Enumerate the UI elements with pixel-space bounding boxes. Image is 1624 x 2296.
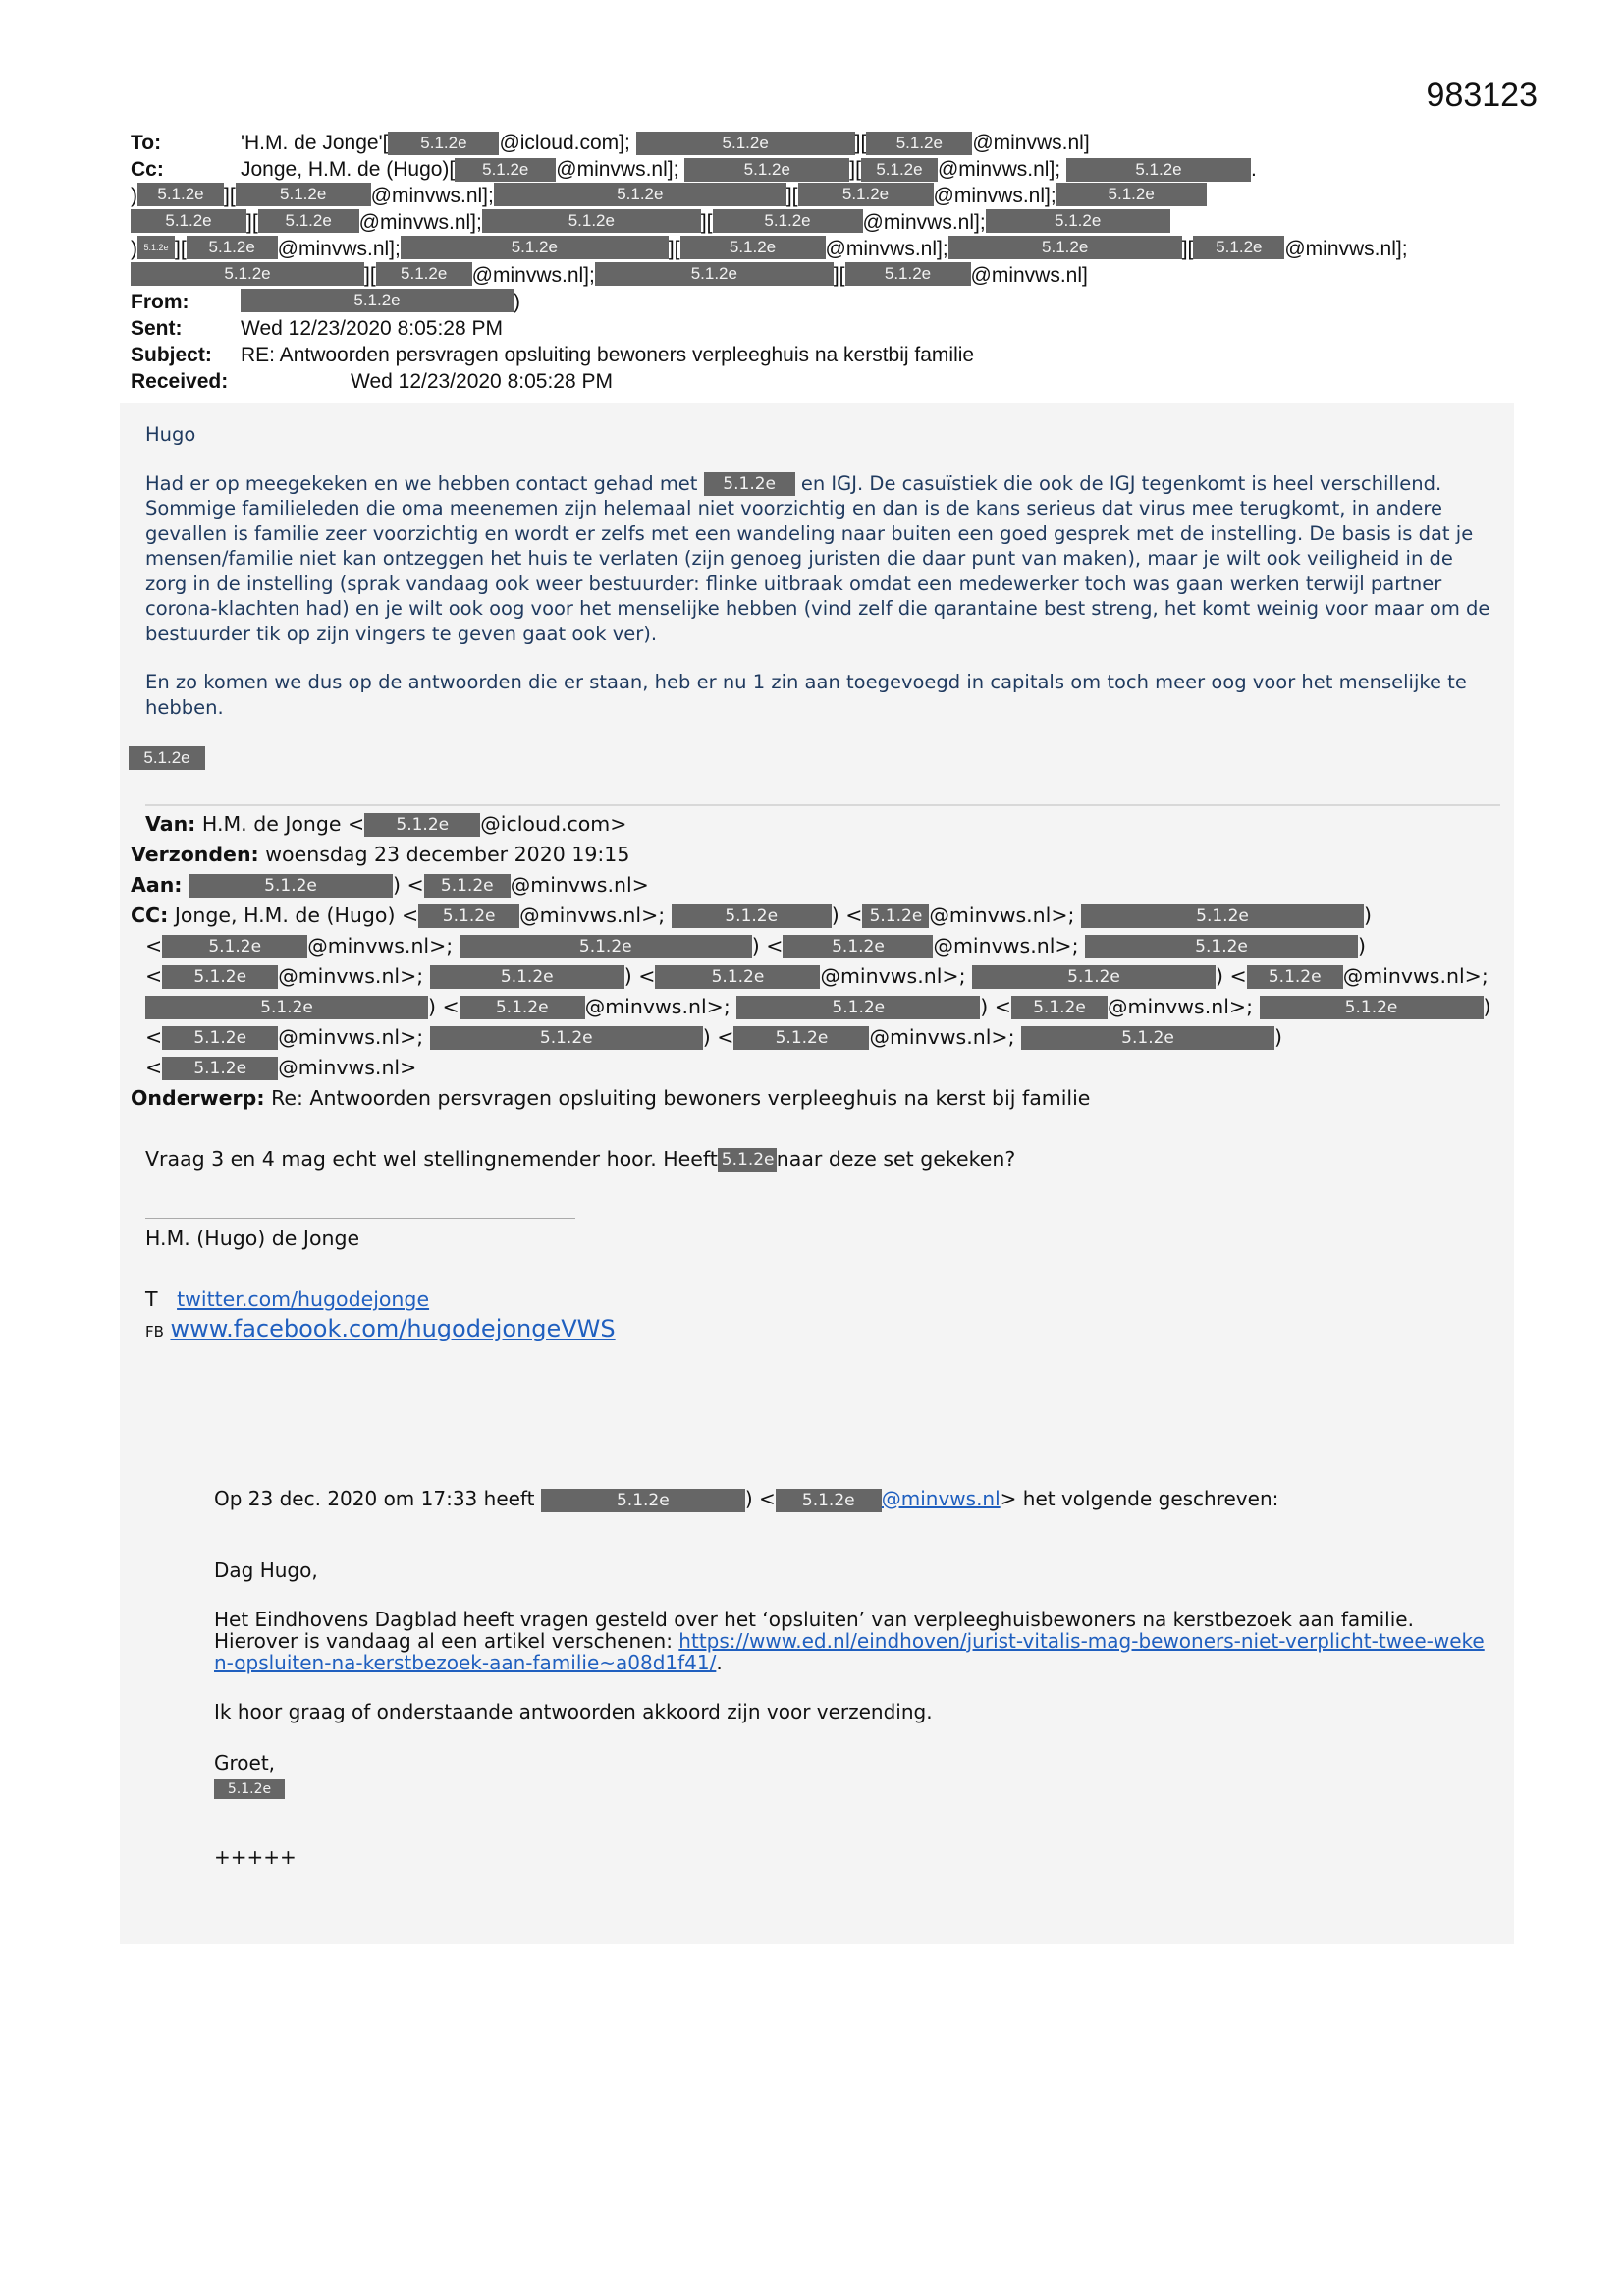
onderwerp-row: Onderwerp: Re: Antwoorden persvragen opsluiting bewoners verpleeghuis na kerst bij familie	[131, 1086, 1091, 1110]
redaction: 5.1.2e	[189, 874, 393, 898]
from-label: From:	[131, 291, 189, 313]
cc-row-5: 5.1.2e ][ 5.1.2e @minvws.nl]; 5.1.2e ][ 5.1.2e @minvws.nl]	[131, 262, 1505, 289]
subject-row	[131, 342, 1505, 368]
redaction: 5.1.2e	[1085, 935, 1358, 958]
received-row	[131, 368, 1505, 395]
redaction: 5.1.2e	[131, 262, 364, 286]
question-line: Vraag 3 en 4 mag echt wel stellingnemender hoor. Heeft 5.1.2e naar deze set gekeken?	[145, 1147, 1016, 1171]
redaction: 5.1.2e	[460, 996, 585, 1019]
redaction: 5.1.2e	[162, 935, 307, 958]
redaction: 5.1.2e	[972, 965, 1216, 989]
redaction: 5.1.2e	[866, 132, 972, 155]
redaction: 5.1.2e	[704, 472, 795, 496]
redaction: 5.1.2e	[376, 262, 472, 286]
cc-row-2: < 5.1.2e @minvws.nl>; 5.1.2e ) < 5.1.2e @minvws.nl>; 5.1.2e )	[145, 934, 1367, 957]
redaction: 5.1.2e	[655, 965, 820, 989]
signature-name: H.M. (Hugo) de Jonge	[145, 1227, 360, 1250]
redaction: 5.1.2e	[845, 262, 971, 286]
redaction: 5.1.2e	[862, 904, 929, 928]
reply-greeting: Hugo	[145, 423, 196, 446]
cc-label: Cc:	[131, 158, 164, 181]
redaction: 5.1.2e	[482, 209, 701, 233]
redaction: 5.1.2e	[1247, 965, 1343, 989]
from-row: From: 5.1.2e )	[131, 291, 520, 313]
redaction: 5.1.2e	[861, 158, 938, 182]
redaction: 5.1.2e	[783, 935, 933, 958]
cc-row-5: < 5.1.2e @minvws.nl>; 5.1.2e ) < 5.1.2e @minvws.nl>; 5.1.2e )	[145, 1025, 1283, 1049]
redaction: 5.1.2e	[1021, 1026, 1274, 1050]
forwarded-header	[131, 809, 1505, 1114]
redaction: 5.1.2e	[145, 996, 428, 1019]
aan-row: Aan: 5.1.2e ) < 5.1.2e @minvws.nl>	[131, 873, 649, 897]
cc-recipients: Jonge, H.M. de (Hugo)[ 5.1.2e @minvws.nl]; 5.1.2e ][ 5.1.2e @minvws.nl]; 5.1.2e .	[241, 158, 1257, 181]
to-label: To:	[131, 132, 162, 154]
redaction: 5.1.2e	[1260, 996, 1484, 1019]
redaction: 5.1.2e	[1011, 996, 1108, 1019]
twitter-row: T twitter.com/hugodejonge	[145, 1287, 430, 1311]
sent-label: Sent:	[131, 317, 183, 340]
redaction: 5.1.2e	[236, 183, 371, 206]
redaction: 5.1.2e	[460, 935, 752, 958]
cc-row	[131, 156, 1505, 183]
redaction: 5.1.2e	[455, 158, 556, 182]
email-header	[131, 130, 1505, 395]
redaction: 5.1.2e	[214, 1779, 285, 1799]
redaction: 5.1.2e	[636, 132, 855, 155]
redaction: 5.1.2e	[162, 965, 278, 989]
redaction: 5.1.2e	[162, 1057, 278, 1080]
quoted-plus: +++++	[214, 1844, 297, 1869]
intro-mail-link[interactable]: @minvws.nl	[881, 1487, 1001, 1510]
redaction: 5.1.2e	[401, 236, 669, 259]
redaction: 5.1.2e	[672, 904, 832, 928]
redaction: 5.1.2e	[137, 236, 175, 259]
facebook-row: FB www.facebook.com/hugodejongeVWS	[145, 1315, 616, 1342]
quoted-paragraph-1: Het Eindhovens Dagblad heeft vragen gesteld over het ‘opsluiten’ van verpleeghuisbewoners na kerstbezoek aan familie. Hierover is vandaag al een artikel verschenen: https://www.ed.nl/eindhoven/jurist-vitalis-mag-bewoners-niet-verplicht-twee-weken-opsluiten-na-kerstbezoek-aan-familie~a08d1f41/.	[214, 1607, 1485, 1674]
redaction: 5.1.2e	[162, 1026, 278, 1050]
redaction: 5.1.2e	[430, 1026, 703, 1050]
quoted-message	[214, 1486, 1490, 1895]
redaction-signature: 5.1.2e	[129, 746, 205, 770]
redaction: 5.1.2e	[541, 1489, 745, 1512]
article-link[interactable]: https://www.ed.nl/eindhoven/jurist-vitalis-mag-bewoners-niet-verplicht-twee-weken-opsluiten-na-kerstbezoek-aan-familie~a08d1f41/	[214, 1628, 1485, 1674]
cc-row-3: 5.1.2e ][ 5.1.2e @minvws.nl]; 5.1.2e ][ 5.1.2e @minvws.nl]; 5.1.2e	[131, 209, 1505, 236]
redaction: 5.1.2e	[364, 813, 480, 837]
document-number: 983123	[1426, 77, 1538, 114]
redaction: 5.1.2e	[1056, 183, 1207, 206]
redaction: 5.1.2e	[595, 262, 834, 286]
cc-row-6: < 5.1.2e @minvws.nl>	[145, 1056, 417, 1079]
redaction: 5.1.2e	[736, 996, 980, 1019]
signature-rule	[145, 1218, 575, 1219]
quoted-paragraph-2: Ik hoor graag of onderstaande antwoorden akkoord zijn voor verzending.	[214, 1699, 933, 1723]
redaction: 5.1.2e	[137, 183, 224, 206]
reply-paragraph-1: Had er op meegekeken en we hebben contact gehad met 5.1.2e en IGJ. De casuïstiek die ook de IGJ tegenkomt is heel verschillend. Sommige familieleden die oma meenemen zijn helemaal niet voorzichtig en dan is de kans serieus dat virus mee terugkomt, in andere gevallen is familie zeer voorzichtig en wordt er zelfs met een wandeling naar buiten een goed gesprek met de instelling. De basis is dat je mensen/familie niet kan ontzeggen het huis te verlaten (zijn genoeg juristen die daar punt van maken), maar je wilt ook veiligheid in de zorg in de instelling (sprak vandaag ook weer bestuurder: flinke uitbraak omdat een medewerker toch was gaan werken terwijl partner corona-klachten had) en je wilt ook oog voor het menselijke hebben (vind zelf die qarantaine best streng, het komt weinig voor maar om de bestuurder tik op zijn vingers te geven gaat ook ver).	[145, 471, 1490, 645]
redaction: 5.1.2e	[131, 209, 246, 233]
to-recipients: 'H.M. de Jonge'[ 5.1.2e @icloud.com]; 5.1.2e ][ 5.1.2e @minvws.nl]	[241, 132, 1090, 154]
redaction: 5.1.2e	[241, 289, 514, 312]
redaction: 5.1.2e	[798, 183, 934, 206]
subject-label: Subject:	[131, 344, 212, 366]
sent-row	[131, 315, 1505, 342]
redaction: 5.1.2e	[388, 132, 499, 155]
to-row	[131, 130, 1505, 156]
redaction: 5.1.2e	[986, 209, 1170, 233]
redaction: 5.1.2e	[258, 209, 359, 233]
received-label: Received:	[131, 370, 229, 393]
cc-row-4: 5.1.2e ) < 5.1.2e @minvws.nl>; 5.1.2e ) < 5.1.2e @minvws.nl>; 5.1.2e )	[131, 992, 1505, 1022]
received-value: Wed 12/23/2020 8:05:28 PM	[351, 370, 613, 393]
facebook-link[interactable]: www.facebook.com/hugodejongeVWS	[170, 1315, 616, 1342]
redaction: 5.1.2e	[733, 1026, 869, 1050]
van-row: Van: H.M. de Jonge < 5.1.2e @icloud.com>	[145, 812, 627, 836]
subject-value: RE: Antwoorden persvragen opsluiting bewoners verpleeghuis na kerstbij familie	[241, 344, 975, 366]
twitter-link[interactable]: twitter.com/hugodejonge	[177, 1287, 430, 1311]
redaction: 5.1.2e	[684, 158, 849, 182]
hugo-message	[145, 1145, 1500, 1345]
reply-paragraph-2: En zo komen we dus op de antwoorden die er staan, heb er nu 1 zin aan toegevoegd in capitals om toch meer oog voor het menselijke te hebben.	[145, 671, 1467, 719]
redaction: 5.1.2e	[1081, 904, 1364, 928]
redaction: 5.1.2e	[424, 874, 511, 898]
quoted-intro: Op 23 dec. 2020 om 17:33 heeft 5.1.2e ) < 5.1.2e @minvws.nl> het volgende geschreven:	[214, 1487, 1279, 1510]
redaction: 5.1.2e	[680, 236, 826, 259]
redaction: 5.1.2e	[187, 236, 278, 259]
verzonden-row: Verzonden: woensdag 23 december 2020 19:15	[131, 843, 630, 866]
cc-row-2: ) 5.1.2e ][ 5.1.2e @minvws.nl]; 5.1.2e ][ 5.1.2e @minvws.nl]; 5.1.2e	[131, 183, 1505, 209]
cc-row: CC: Jonge, H.M. de (Hugo) < 5.1.2e @minvws.nl>; 5.1.2e ) < 5.1.2e @minvws.nl>; 5.1.2e )	[131, 903, 1372, 927]
sent-value: Wed 12/23/2020 8:05:28 PM	[241, 317, 503, 340]
cc-row-4: ) 5.1.2e ][ 5.1.2e @minvws.nl]; 5.1.2e ][ 5.1.2e @minvws.nl]; 5.1.2e ][ 5.1.2e @minvws.nl];	[131, 238, 1408, 260]
separator-line	[145, 804, 1500, 806]
redaction: 5.1.2e	[430, 965, 624, 989]
cc-row-3: < 5.1.2e @minvws.nl>; 5.1.2e ) < 5.1.2e @minvws.nl>; 5.1.2e ) < 5.1.2e @minvws.nl>;	[145, 964, 1489, 988]
redaction: 5.1.2e	[1193, 236, 1284, 259]
redaction: 5.1.2e	[713, 209, 863, 233]
redaction: 5.1.2e	[776, 1489, 882, 1512]
redaction: 5.1.2e	[948, 236, 1182, 259]
redaction: 5.1.2e	[718, 1148, 777, 1172]
redaction: 5.1.2e	[494, 183, 786, 206]
redaction: 5.1.2e	[418, 904, 519, 928]
quoted-closing: Groet,	[214, 1750, 276, 1775]
redaction: 5.1.2e	[1066, 158, 1251, 182]
reply-body	[145, 422, 1500, 743]
quoted-greeting: Dag Hugo,	[214, 1558, 318, 1582]
